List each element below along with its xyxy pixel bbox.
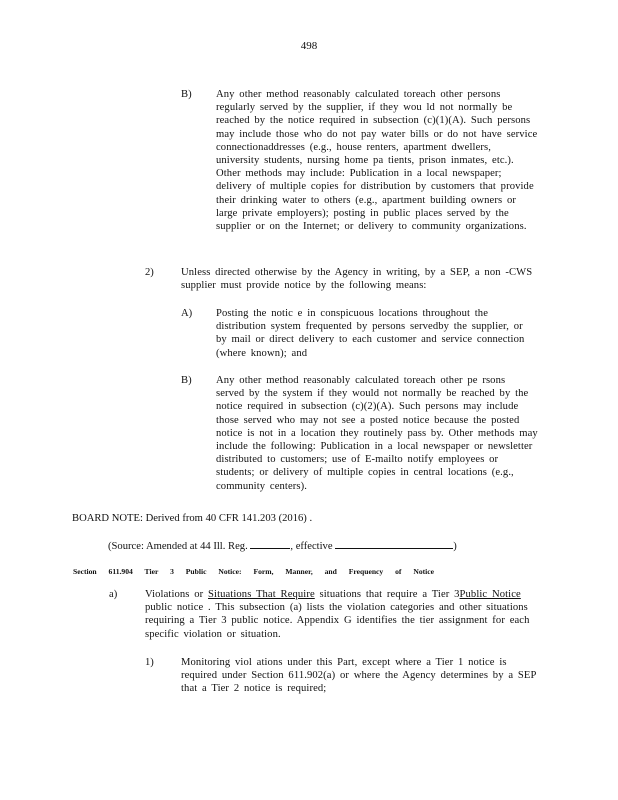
item-text-2: Unless directed otherwise by the Agency in writing, by a SEP, a non -CWS supplier must provide notice by the following means: [181, 267, 533, 292]
section-heading: Section 611.904 Tier 3 Public Notice: Form, Manner, and Frequency of Notice [73, 567, 434, 576]
source-prefix: (Source: Amended at 44 Ill. Reg. [108, 541, 248, 552]
item-text-B2: Any other method reasonably calculated toreach other pe rsons served by the system if they would not normally be reached by the notice required in subsection (c)(2)(A). Such persons may include those served who may not see a posted notice because the posted notice is not in a location they routinely pass by. Other methods may include the following: Publication in a local newspaper or newsletter distributed to customers; use of E-mailto notify employees or students; or delivery of multiple copies in central locations (e.g., community centers). [216, 375, 538, 492]
subsection-label-a: a) [109, 589, 118, 600]
item-label-1: 1) [145, 657, 154, 668]
subsection-a-inserted-1: Situations That Require [208, 589, 315, 600]
subsection-a-text-3: public notice . This subsection (a) lists the violation categories and other situations requiring a Tier 3 public notice. Appendix G identifies the tier assignment for each specific violation or situation. [145, 602, 530, 640]
item-text-B: Any other method reasonably calculated toreach other persons regularly served by the supplier, if they wou ld not normally be reached by the notice required in subsection (c)(1)(A). Such persons may include those who do not pay water bills or do not have service connectionaddresses (e.g., house renters, apartment dwellers, university students, nursing home pa tients, prison inmates, etc.). Other methods may include: Publication in a local newspaper; delivery of multiple copies for distribution by customers that provide their drinking water to others (e.g., apartment building owners or large private employers); posting in public places served by the supplier or on the Internet; or delivery to community organizations. [216, 89, 538, 233]
item-label-2: 2) [145, 267, 154, 278]
item-text-1: Monitoring viol ations under this Part, except where a Tier 1 notice is required under Section 611.902(a) or where the Agency determines by a SEP that a Tier 2 notice is required; [181, 657, 537, 695]
source-middle: , effective [290, 541, 333, 552]
item-label-A: A) [181, 308, 193, 319]
subsection-a-inserted-2: Public Notice [459, 589, 521, 600]
source-note [108, 538, 457, 553]
subsection-a-text-2: situations that require a Tier 3 [314, 589, 460, 600]
item-text-A: Posting the notic e in conspicuous locations throughout the distribution system frequented by persons servedby the supplier, or by mail or direct delivery to each customer and service connection (where known); and [216, 308, 525, 359]
item-label-B2: B) [181, 375, 192, 386]
source-blank-2 [335, 538, 453, 549]
source-blank-1 [250, 538, 290, 549]
page-number: 498 [300, 40, 318, 52]
subsection-a-text [145, 588, 539, 641]
subsection-a-text-1: Violations or [145, 589, 209, 600]
board-note: BOARD NOTE: Derived from 40 CFR 141.203 (2016) . [72, 513, 313, 524]
item-label-B: B) [181, 89, 192, 100]
source-suffix: ) [453, 541, 457, 552]
